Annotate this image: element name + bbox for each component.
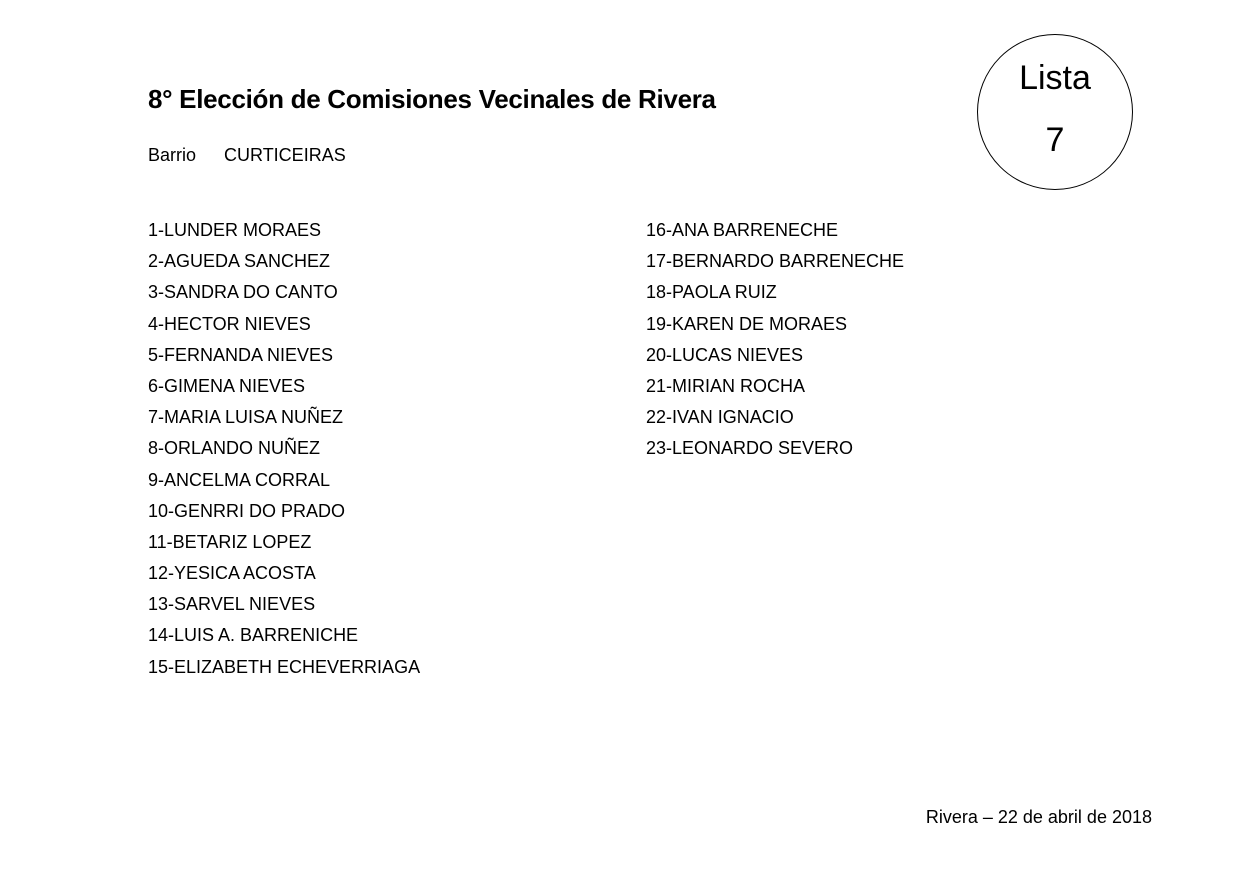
candidate-item: 14-LUIS A. BARRENICHE	[148, 625, 359, 646]
candidate-item: 9-ANCELMA CORRAL	[148, 469, 331, 490]
candidate-list-right	[646, 219, 904, 469]
lista-badge	[977, 34, 1133, 190]
candidate-item: 8-ORLANDO NUÑEZ	[148, 438, 321, 459]
candidate-item: 15-ELIZABETH ECHEVERRIAGA	[148, 656, 421, 677]
barrio-line	[148, 145, 346, 166]
candidate-item: 10-GENRRI DO PRADO	[148, 500, 346, 521]
candidate-item: 18-PAOLA RUIZ	[646, 282, 777, 303]
candidate-item: 16-ANA BARRENECHE	[646, 220, 839, 240]
candidate-item: 21-MIRIAN ROCHA	[646, 375, 806, 396]
candidate-item: 6-GIMENA NIEVES	[148, 375, 306, 396]
candidate-item: 11-BETARIZ LOPEZ	[148, 531, 312, 552]
candidate-item: 2-AGUEDA SANCHEZ	[148, 251, 331, 272]
candidate-item: 20-LUCAS NIEVES	[646, 344, 804, 365]
barrio-label: Barrio	[148, 145, 197, 165]
candidate-item: 3-SANDRA DO CANTO	[148, 282, 338, 303]
candidate-item: 22-IVAN IGNACIO	[646, 407, 794, 428]
footer-date: Rivera – 22 de abril de 2018	[925, 807, 1152, 827]
lista-number: 7	[1045, 121, 1065, 159]
candidate-item: 5-FERNANDA NIEVES	[148, 344, 334, 365]
barrio-value: CURTICEIRAS	[224, 145, 346, 165]
candidate-item: 7-MARIA LUISA NUÑEZ	[148, 407, 344, 428]
candidate-item: 19-KAREN DE MORAES	[646, 313, 848, 334]
candidate-item: 13-SARVEL NIEVES	[148, 594, 316, 615]
lista-label: Lista	[1019, 59, 1091, 97]
candidate-item: 23-LEONARDO SEVERO	[646, 438, 854, 459]
candidate-item: 12-YESICA ACOSTA	[148, 563, 316, 584]
candidate-item: 17-BERNARDO BARRENECHE	[646, 251, 905, 272]
candidate-item: 1-LUNDER MORAES	[148, 220, 322, 240]
candidate-list-left	[148, 219, 420, 687]
page-title: 8° Elección de Comisiones Vecinales de Rivera	[148, 84, 716, 114]
candidate-item: 4-HECTOR NIEVES	[148, 313, 311, 334]
